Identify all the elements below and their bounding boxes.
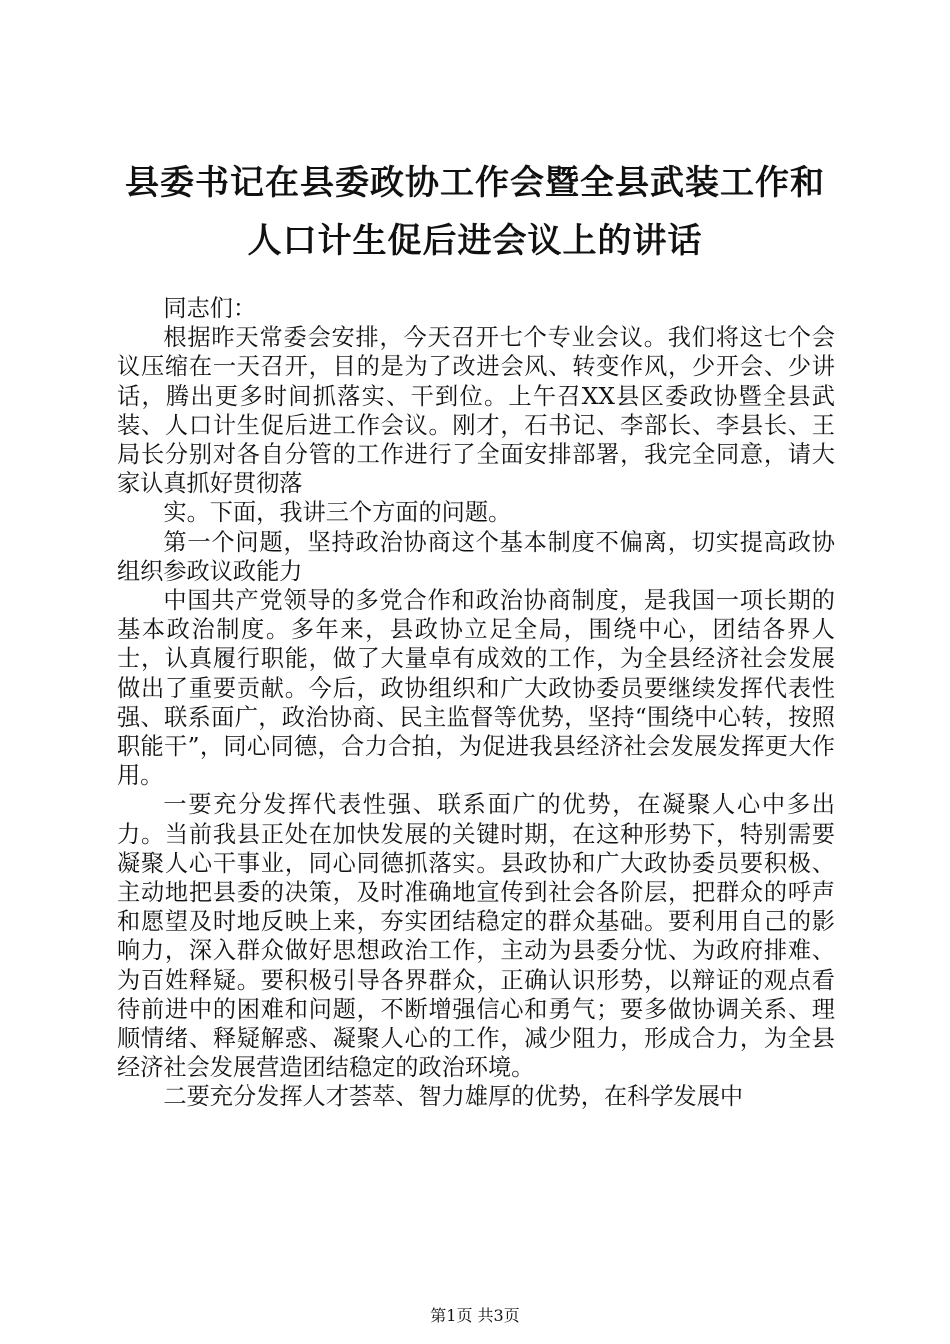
body-paragraph: 一要充分发挥代表性强、联系面广的优势，在凝聚人心中多出力。当前我县正处在加快发展的关键时期，在这种形势下，特别需要凝聚人心干事业，同心同德抓落实。县政协和广大政协委员要积极、主动地把县委的决策，及时准确地宣传到社会各阶层，把群众的呼声和愿望及时地反映上来，夯实团结稳定的群众基础。要利用自己的影响力，深入群众做好思想政治工作，主动为县委分忧、为政府排难、为百姓释疑。要积极引导各界群众，正确认识形势，以辩证的观点看待前进中的困难和问题，不断增强信心和勇气；要多做协调关系、理顺情绪、释疑解惑、凝聚人心的工作，减少阻力，形成合力，为全县经济社会发展营造团结稳定的政治环境。 — [117, 791, 835, 1082]
body-paragraph: 实。下面，我讲三个方面的问题。 — [163, 499, 512, 527]
section-heading: 第一个问题，坚持政治协商这个基本制度不偏离，切实提高政协组织参政议政能力 — [117, 528, 835, 585]
body-paragraph: 二要充分发挥人才荟萃、智力雄厚的优势，在科学发展中 — [163, 1083, 744, 1111]
page-footer: 第1页 共3页 — [430, 1306, 520, 1325]
body-paragraph: 根据昨天常委会安排，今天召开七个专业会议。我们将这七个会议压缩在一天召开，目的是为了改进会风、转变作风，少开会、少讲话，腾出更多时间抓落实、干到位。上午召XX县区委政协暨全县武装、人口计生促后进工作会议。刚才，石书记、李部长、李县长、王局长分别对各自分管的工作进行了全面安排部署，我完全同意，请大家认真抓好贯彻落 — [117, 324, 835, 498]
document-title-line-2: 人口计生促后进会议上的讲话 — [247, 221, 703, 261]
document-title-line-1: 县委书记在县委政协工作会暨全县武装工作和 — [125, 163, 825, 203]
document-body — [117, 294, 835, 1112]
salutation: 同志们： — [163, 295, 257, 322]
body-paragraph: 中国共产党领导的多党合作和政治协商制度，是我国一项长期的基本政治制度。多年来，县政协立足全局，围绕中心，团结各界人士，认真履行职能，做了大量卓有成效的工作，为全县经济社会发展做出了重要贡献。今后，政协组织和广大政协委员要继续发挥代表性强、联系面广，政治协商、民主监督等优势，坚持“围绕中心转，按照职能干”，同心同德，合力合拍，为促进我县经济社会发展发挥更大作用。 — [117, 587, 835, 790]
